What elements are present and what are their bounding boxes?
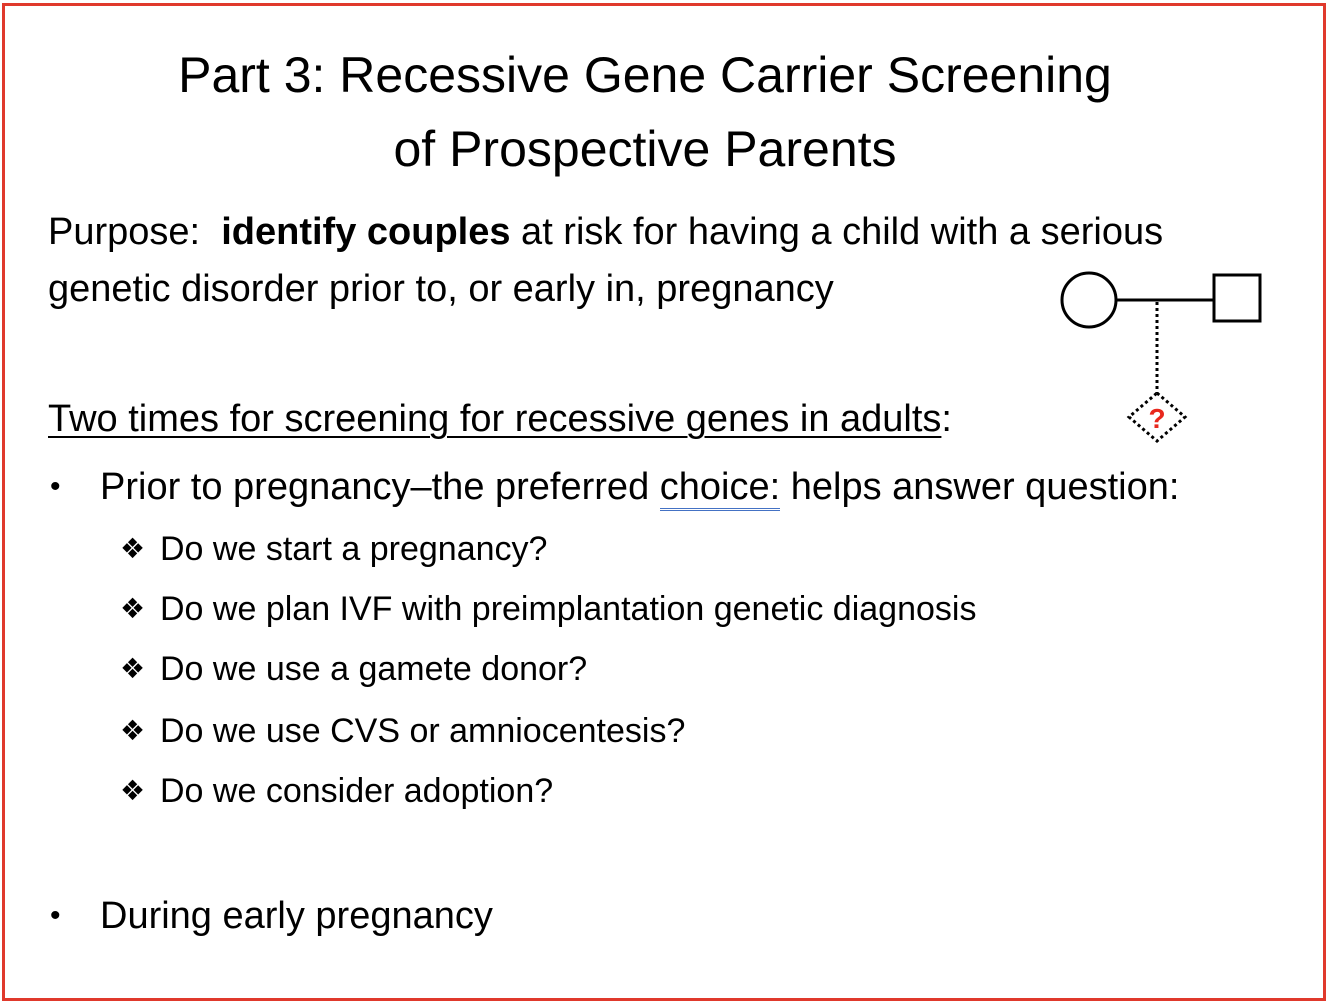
screening-heading-text: Two times for screening for recessive genes in adults bbox=[48, 398, 942, 440]
sub-item-text: Do we plan IVF with preimplantation genetic diagnosis bbox=[160, 590, 977, 628]
diamond-bullet-icon: ❖ bbox=[120, 533, 146, 564]
female-circle-icon bbox=[1062, 273, 1116, 327]
pedigree-diagram bbox=[1055, 265, 1270, 445]
purpose-label: Purpose: bbox=[48, 211, 201, 253]
sub-item bbox=[120, 647, 587, 691]
sub-item bbox=[120, 527, 547, 571]
bullet-1-text-start: Prior to pregnancy–the preferred bbox=[100, 466, 660, 508]
screening-heading-colon: : bbox=[941, 398, 952, 440]
purpose-rest: at risk for having a child with a serious bbox=[510, 211, 1164, 253]
bullet-1-text-end: helps answer question: bbox=[780, 466, 1180, 508]
sub-item bbox=[120, 709, 685, 753]
sub-item-text: Do we start a pregnancy? bbox=[160, 530, 548, 568]
sub-item bbox=[120, 769, 553, 813]
diamond-bullet-icon: ❖ bbox=[120, 593, 146, 624]
unknown-symbol: ? bbox=[1148, 403, 1166, 434]
male-square-icon bbox=[1214, 275, 1260, 321]
screening-heading bbox=[48, 396, 952, 442]
sub-item-text: Do we use CVS or amniocentesis? bbox=[160, 712, 686, 750]
bullet-marker: • bbox=[50, 899, 61, 932]
slide-title-line-2: of Prospective Parents bbox=[393, 121, 897, 177]
bullet-early-pregnancy: During early pregnancy bbox=[100, 895, 493, 937]
diamond-bullet-icon: ❖ bbox=[120, 775, 146, 806]
purpose-emphasis: identify couples bbox=[221, 211, 511, 253]
bullet-marker: • bbox=[50, 470, 61, 503]
purpose-line-1 bbox=[48, 209, 1163, 255]
purpose-line-2: genetic disorder prior to, or early in, pregnancy bbox=[48, 268, 834, 310]
choice-word: choice: bbox=[660, 466, 780, 511]
bullet-prior-to-pregnancy bbox=[100, 464, 1179, 510]
slide-title-line-1: Part 3: Recessive Gene Carrier Screening bbox=[178, 47, 1112, 103]
sub-item bbox=[120, 587, 976, 631]
sub-item-text: Do we use a gamete donor? bbox=[160, 650, 588, 688]
diamond-bullet-icon: ❖ bbox=[120, 653, 146, 684]
sub-item-text: Do we consider adoption? bbox=[160, 772, 554, 810]
diamond-bullet-icon: ❖ bbox=[120, 715, 146, 746]
